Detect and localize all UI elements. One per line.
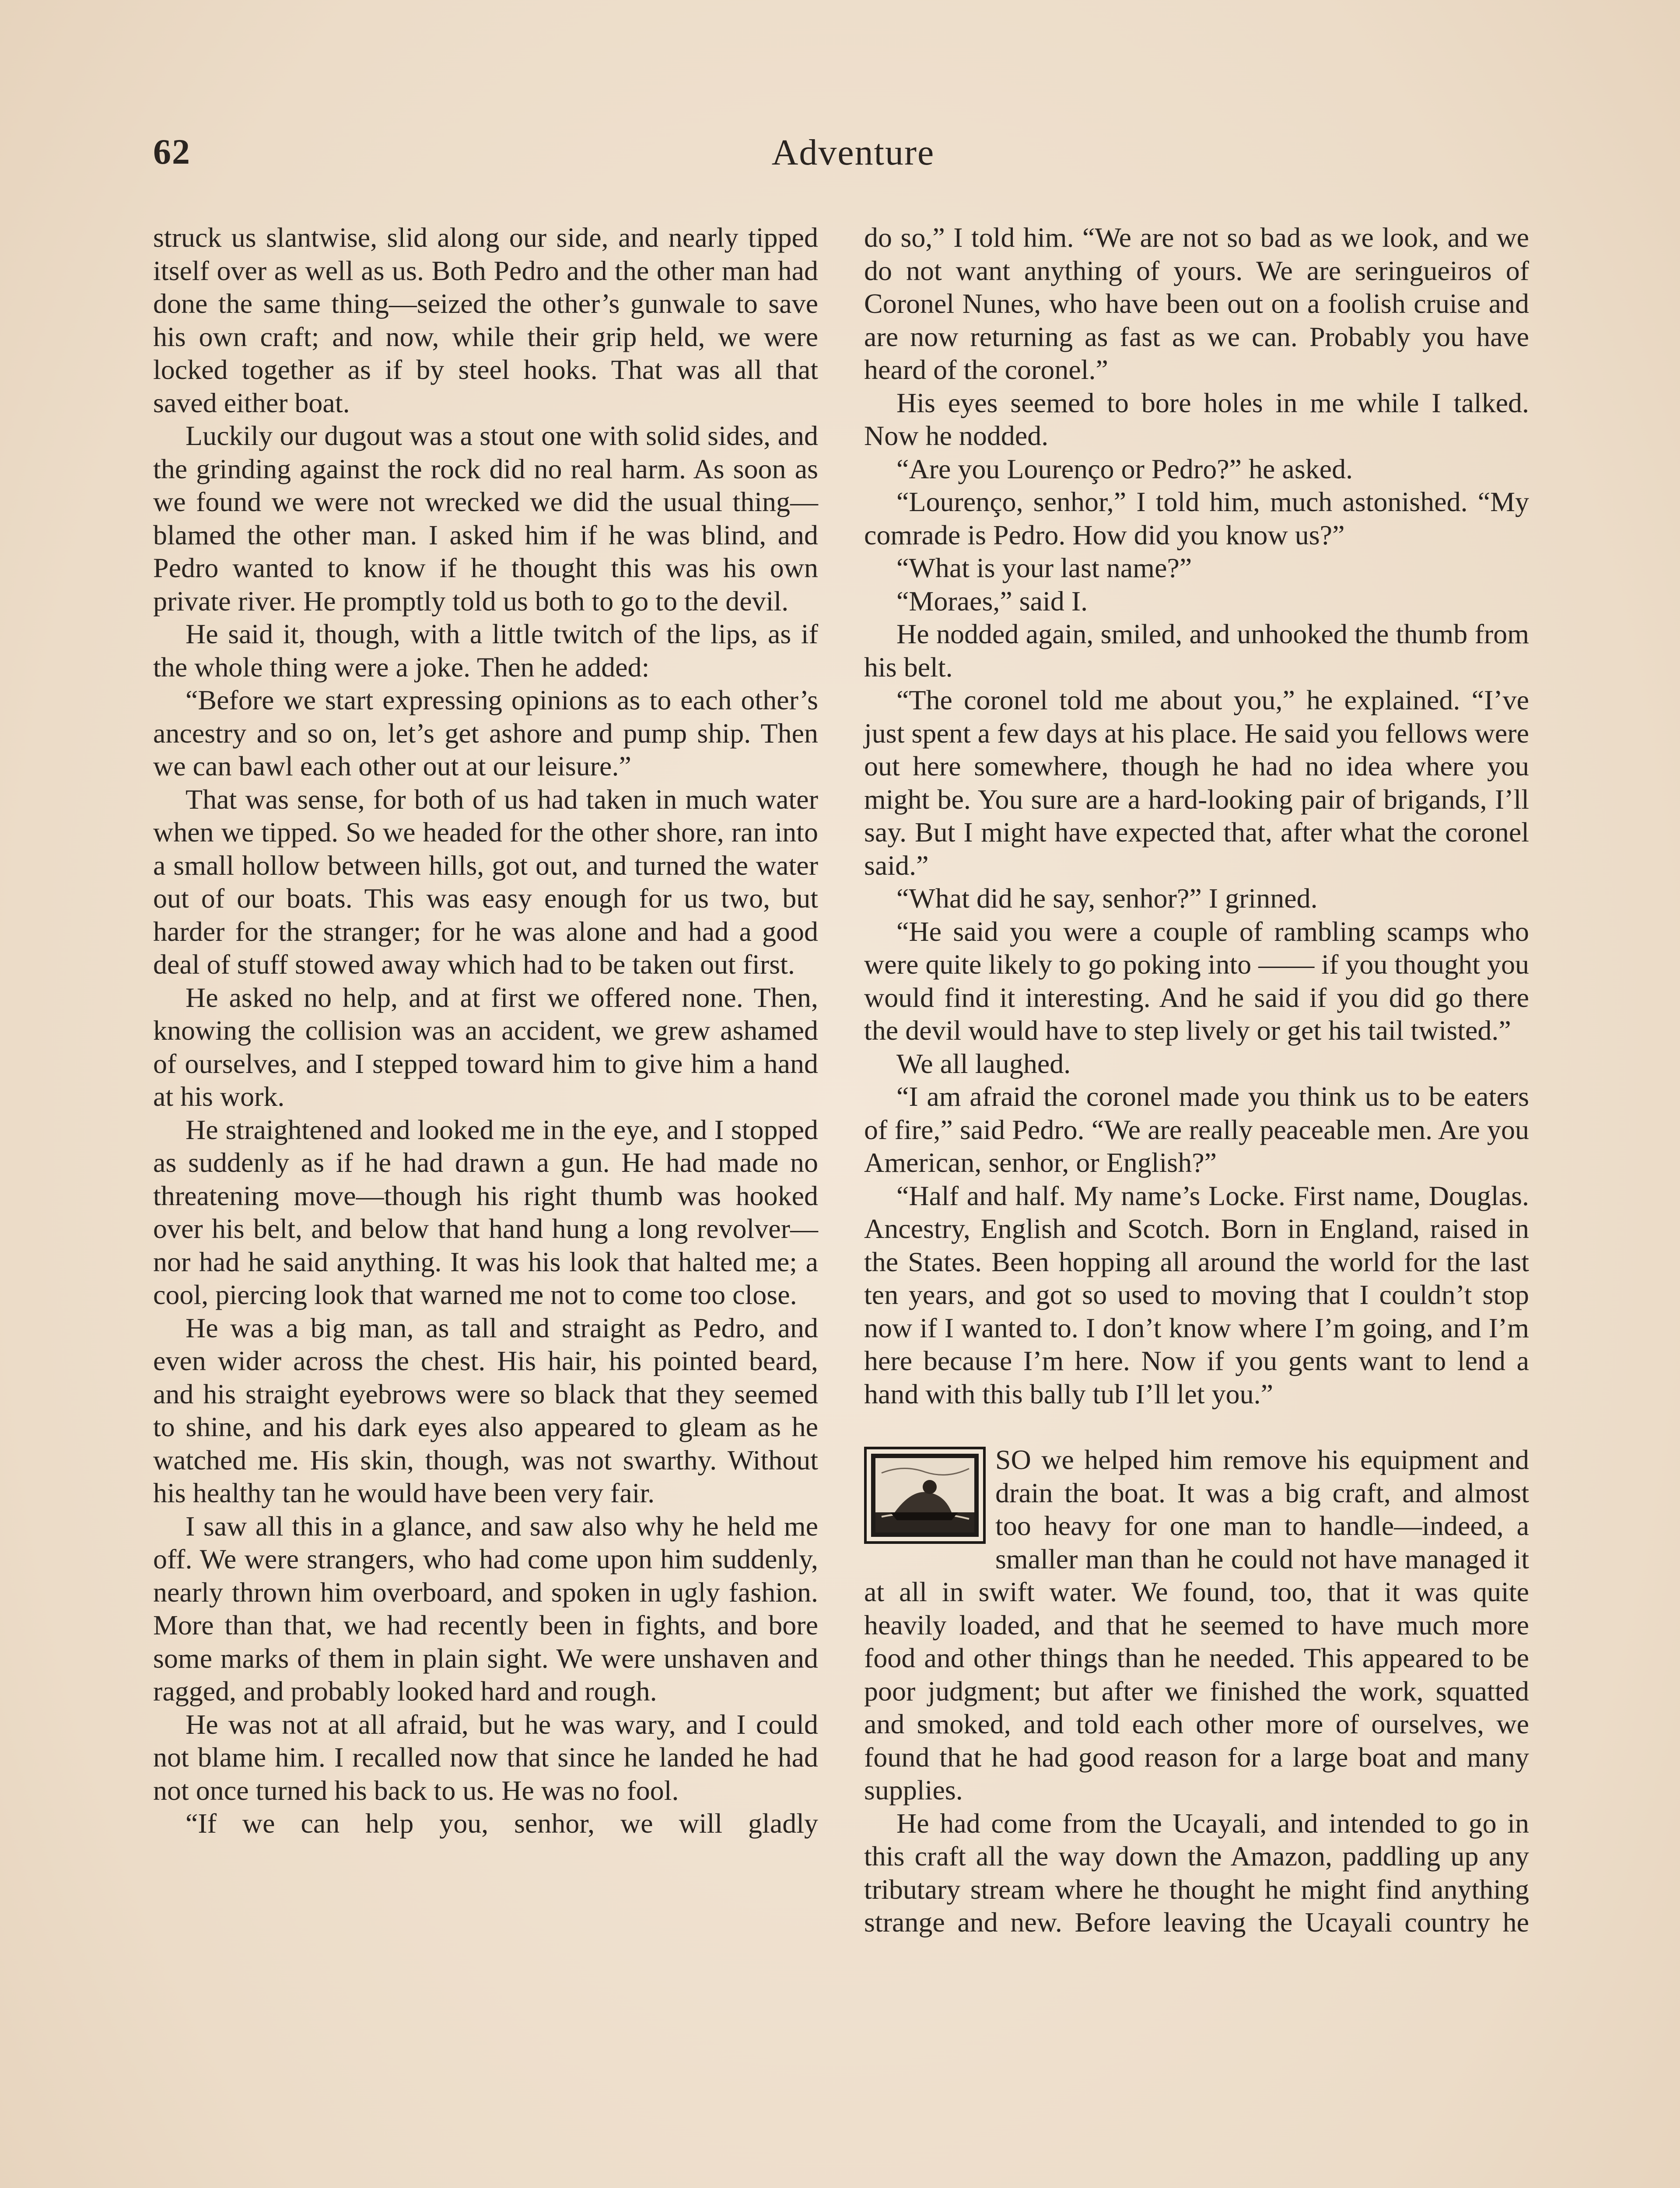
paragraph	[864, 452, 1529, 486]
paragraph-text: He was a big man, as tall and straight as Pedro, and even wider across the chest. His hair, his pointed beard, and his straight eyebrows were so black that they seemed to shine, and his dark eyes also appeared to gleam as he watched me. His skin, though, was not swarthy. Without his healthy tan he would have been very fair.	[153, 1312, 818, 1508]
paragraph	[153, 1510, 818, 1708]
paragraph	[153, 419, 818, 617]
paragraph-text: “He said you were a couple of rambling scamps who were quite likely to go poking into —— if you thought you would find it interesting. And he said if you did go there the devil would have to step lively or get his tail twisted.”	[864, 915, 1529, 1046]
illustrated-dropcap-icon	[864, 1447, 986, 1544]
section-break	[864, 1410, 1529, 1443]
paragraph-text: struck us slantwise, slid along our side, and nearly tipped itself over as well as us. Both Pedro and the other man had done the same thing—seized the other’s gunwale to save his own craft; and now, while their grip held, we were locked together as if by steel hooks. That was all that saved either boat.	[153, 222, 818, 418]
paragraph-text: SO we helped him remove his equipment and drain the boat. It was a big craft, and almost too heavy for one man to handle—indeed, a smaller man than he could not have managed it at all in swift water. We found, too, that it was quite heavily loaded, and that he seemed to have much more food and other things than he needed. This appeared to be poor judgment; but after we finished the work, squatted and smoked, and told each other more of ourselves, we found that he had good reason for a large boat and many supplies.	[864, 1444, 1529, 1806]
paragraph-text: That was sense, for both of us had taken in much water when we tipped. So we headed for the other shore, ran into a small hollow between hills, got out, and turned the water out of our boats. This was easy enough for us two, but harder for the stranger; for he was alone and had a good deal of stuff stowed away which had to be taken out first.	[153, 783, 818, 980]
paragraph	[864, 1047, 1529, 1080]
paragraph	[864, 585, 1529, 618]
paragraph-text: “I am afraid the coronel made you think us to be eaters of fire,” said Pedro. “We are really peaceable men. Are you American, senhor, or English?”	[864, 1081, 1529, 1178]
paragraph	[153, 783, 818, 981]
paragraph-text: His eyes seemed to bore holes in me while I talked. Now he nodded.	[864, 387, 1529, 451]
paragraph	[153, 1311, 818, 1510]
paragraph	[864, 915, 1529, 1047]
paragraph	[153, 1113, 818, 1311]
paragraph	[153, 684, 818, 783]
paragraph-text: I saw all this in a glance, and saw also why he held me off. We were strangers, who had come upon him suddenly, nearly thrown him overboard, and spoken in ugly fashion. More than that, we had recently been in fights, and bore some marks of them in plain sight. We were unshaven and ragged, and probably looked hard and rough.	[153, 1510, 818, 1707]
paragraph-text: We all laughed.	[896, 1048, 1071, 1079]
paragraph-text: He was not at all afraid, but he was wary, and I could not blame him. I recalled now that since he landed he had not once turned his back to us. He was no fool.	[153, 1708, 818, 1806]
paragraph	[864, 617, 1529, 684]
page-number: 62	[153, 132, 191, 172]
running-head: Adventure	[771, 132, 935, 173]
paragraph	[153, 1807, 818, 1840]
paragraph-text: He nodded again, smiled, and unhooked the thumb from his belt.	[864, 618, 1529, 683]
paragraph	[153, 617, 818, 684]
paragraph	[864, 551, 1529, 585]
paragraph	[864, 882, 1529, 915]
paragraph-text: “What is your last name?”	[896, 552, 1192, 583]
paragraph	[153, 1708, 818, 1807]
paragraph-text: “Moraes,” said I.	[896, 585, 1088, 617]
paragraph	[864, 1080, 1529, 1179]
paragraph	[864, 684, 1529, 882]
paragraph	[864, 485, 1529, 551]
paragraph	[864, 1807, 1529, 1939]
paragraph-text: “What did he say, senhor?” I grinned.	[896, 883, 1318, 914]
paragraph-text: He said it, though, with a little twitch of the lips, as if the whole thing were a joke. Then he added:	[153, 618, 818, 683]
paragraph-text: He had come from the Ucayali, and intended to go in this craft all the way down the Amazon, paddling up any tributary stream where he thought he might find anything strange and new. Before leaving the Ucayali country he	[864, 1807, 1529, 1938]
paragraph-text: do so,” I told him. “We are not so bad as we look, and we do not want anything of yours. We are seringueiros of Coronel Nunes, who have been out on a foolish cruise and are now returning as fast as we can. Probably you have heard of the coronel.”	[864, 222, 1529, 385]
paragraph-text: Luckily our dugout was a stout one with solid sides, and the grinding against the rock did no real harm. As soon as we found we were not wrecked we did the usual thing—blamed the other man. I asked him if he was blind, and Pedro wanted to know if he thought this was his own private river. He promptly told us both to go to the devil.	[153, 420, 818, 617]
paragraph-text: “The coronel told me about you,” he explained. “I’ve just spent a few days at his place. He said you fellows were out here somewhere, though he had no idea where you might be. You sure are a hard-looking pair of brigands, I’ll say. But I might have expected that, after what the coronel said.”	[864, 684, 1529, 881]
paragraph	[864, 386, 1529, 452]
continued-paragraph	[864, 221, 1529, 386]
paragraph	[864, 1179, 1529, 1411]
section-opening-paragraph	[864, 1443, 1529, 1807]
paragraph	[153, 981, 818, 1113]
paragraph-text: “Before we start expressing opinions as to each other’s ancestry and so on, let’s get ashore and pump ship. Then we can bawl each other out at our leisure.”	[153, 684, 818, 782]
right-column	[864, 221, 1529, 1939]
continued-paragraph	[153, 221, 818, 419]
paragraph-text: He asked no help, and at first we offered none. Then, knowing the collision was an accident, we grew ashamed of ourselves, and I stepped toward him to give him a hand at his work.	[153, 982, 818, 1112]
paragraph-text: He straightened and looked me in the eye, and I stopped as suddenly as if he had drawn a gun. He had made no threatening move—though his right thumb was hooked over his belt, and below that hand hung a long revolver—nor had he said anything. It was his look that halted me; a cool, piercing look that warned me not to come too close.	[153, 1114, 818, 1310]
left-column	[153, 221, 818, 1840]
paragraph-text: “Are you Lourenço or Pedro?” he asked.	[896, 453, 1353, 484]
page-header	[153, 131, 1553, 184]
paragraph-text: “If we can help you, senhor, we will gladly	[186, 1808, 818, 1839]
paragraph-text: “Half and half. My name’s Locke. First name, Douglas. Ancestry, English and Scotch. Born in England, raised in the States. Been hopping all around the world for the last ten years, and got so used to moving that I couldn’t stop now if I wanted to. I don’t know where I’m going, and I’m here because I’m here. Now if you gents want to lend a hand with this bally tub I’ll let you.”	[864, 1180, 1529, 1410]
paragraph-text: “Lourenço, senhor,” I told him, much astonished. “My comrade is Pedro. How did you know us?”	[864, 486, 1529, 551]
